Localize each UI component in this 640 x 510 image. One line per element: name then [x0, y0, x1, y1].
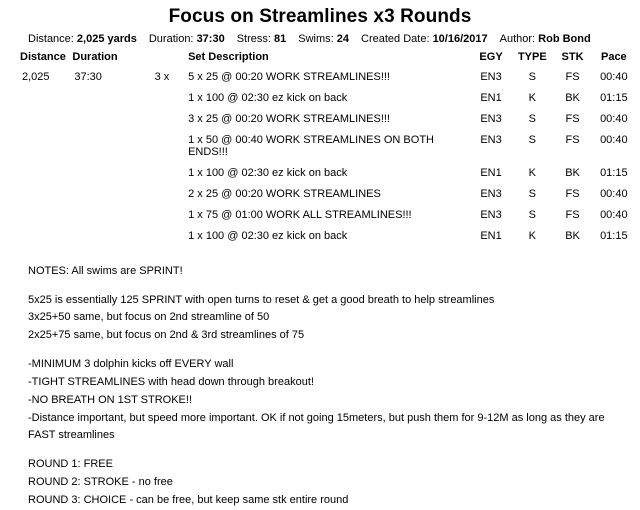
meta-duration-label: Duration:	[148, 32, 194, 45]
row-pace: 00:40	[600, 133, 628, 146]
notes-line: ROUND 1: FREE	[28, 458, 113, 471]
notes-line	[28, 281, 628, 292]
notes-line: -TIGHT STREAMLINES with head down through breakout!	[28, 375, 314, 388]
row-type: K	[528, 91, 536, 104]
row-description: 1 x 100 @ 02:30 ez kick on back	[188, 91, 348, 104]
row-description: 1 x 75 @ 01:00 WORK ALL STREAMLINES!!!	[188, 208, 412, 221]
row-description: 1 x 100 @ 02:30 ez kick on back	[188, 166, 348, 179]
meta-stress-label: Stress:	[236, 32, 271, 45]
notes-line: ROUND 3: CHOICE - can be free, but keep same stk entire round	[28, 493, 349, 506]
meta-created-date-label: Created Date:	[361, 32, 430, 45]
meta-swims-label: Swims:	[298, 32, 334, 45]
header-type: TYPE	[517, 50, 547, 63]
row-stk: BK	[565, 166, 580, 179]
header-distance: Distance	[20, 50, 66, 63]
table-header-row	[8, 51, 636, 67]
notes-line: NOTES: All swims are SPRINT!	[28, 264, 183, 277]
meta-distance-label: Distance:	[28, 32, 74, 45]
row-egy: EN3	[480, 112, 502, 125]
row-stk: BK	[565, 229, 580, 242]
row-egy: EN3	[480, 133, 502, 146]
meta-stress-value: 81	[274, 32, 287, 45]
notes-line: ROUND 2: STROKE - no free	[28, 475, 173, 488]
header-rounds	[141, 51, 183, 67]
workout-table	[8, 51, 636, 247]
header-duration: Duration	[72, 50, 118, 63]
summary-distance: 2,025	[22, 70, 50, 83]
row-pace: 01:15	[600, 229, 628, 242]
row-pace: 01:15	[600, 166, 628, 179]
table-row	[8, 67, 636, 88]
notes-line: -NO BREATH ON 1ST STROKE!!	[28, 393, 193, 406]
row-description: 2 x 25 @ 00:20 WORK STREAMLINES	[188, 187, 381, 200]
meta-author-label: Author:	[499, 32, 536, 45]
row-description: 3 x 25 @ 00:20 WORK STREAMLINES!!!	[188, 112, 390, 125]
summary-rounds: 3 x	[154, 70, 170, 83]
meta-distance	[28, 33, 137, 45]
row-description: 5 x 25 @ 00:20 WORK STREAMLINES!!!	[188, 70, 390, 83]
meta-created-date	[361, 33, 488, 45]
row-type: S	[528, 70, 536, 83]
row-pace: 00:40	[600, 112, 628, 125]
row-type: K	[528, 166, 536, 179]
row-stk: BK	[565, 91, 580, 104]
row-stk: FS	[565, 112, 580, 125]
meta-distance-value: 2,025 yards	[76, 32, 137, 45]
row-pace: 00:40	[600, 70, 628, 83]
header-pace: Pace	[600, 50, 627, 63]
meta-author-value: Rob Bond	[538, 32, 591, 45]
row-stk: FS	[565, 208, 580, 221]
summary-duration: 37:30	[74, 70, 102, 83]
meta-created-date-value: 10/16/2017	[432, 32, 488, 45]
page-title: Focus on Streamlines x3 Rounds	[168, 6, 472, 27]
notes-line: 2x25+75 same, but focus on 2nd & 3rd streamlines of 75	[28, 329, 305, 342]
header-egy: EGY	[479, 50, 503, 63]
row-egy: EN1	[480, 91, 502, 104]
row-egy: EN1	[480, 166, 502, 179]
document-meta	[28, 33, 634, 45]
notes-section	[28, 263, 628, 510]
notes-line: 5x25 is essentially 125 SPRINT with open turns to reset & get a good breath to help streamlines	[28, 293, 495, 306]
row-type: K	[528, 229, 536, 242]
row-type: S	[528, 187, 536, 200]
meta-swims-value: 24	[336, 32, 350, 45]
row-type: S	[528, 133, 536, 146]
row-stk: FS	[565, 187, 580, 200]
row-description: 1 x 100 @ 02:30 ez kick on back	[188, 229, 348, 242]
row-type: S	[528, 208, 536, 221]
row-egy: EN3	[480, 187, 502, 200]
notes-line: 3x25+50 same, but focus on 2nd streamline of 50	[28, 311, 270, 324]
notes-line	[28, 445, 628, 456]
row-pace: 00:40	[600, 208, 628, 221]
notes-line	[28, 345, 628, 356]
notes-line: -Distance important, but speed more important. OK if not going 15meters, but push them for 9-12M as long as they are FAST streamlines	[28, 411, 608, 442]
row-stk: FS	[565, 70, 580, 83]
notes-line: -MINIMUM 3 dolphin kicks off EVERY wall	[28, 358, 234, 371]
row-egy: EN1	[480, 229, 502, 242]
row-egy: EN3	[480, 70, 502, 83]
row-pace: 01:15	[600, 91, 628, 104]
header-stk: STK	[561, 50, 584, 63]
meta-swims	[298, 33, 349, 45]
row-stk: FS	[565, 133, 580, 146]
meta-stress	[237, 33, 287, 45]
meta-duration-value: 37:30	[196, 32, 225, 45]
row-description: 1 x 50 @ 00:40 WORK STREAMLINES ON BOTH ENDS!!!	[188, 133, 434, 158]
header-set-description: Set Description	[188, 50, 269, 63]
meta-duration	[149, 33, 225, 45]
meta-author	[500, 33, 591, 45]
row-pace: 00:40	[600, 187, 628, 200]
row-egy: EN3	[480, 208, 502, 221]
row-type: S	[528, 112, 536, 125]
